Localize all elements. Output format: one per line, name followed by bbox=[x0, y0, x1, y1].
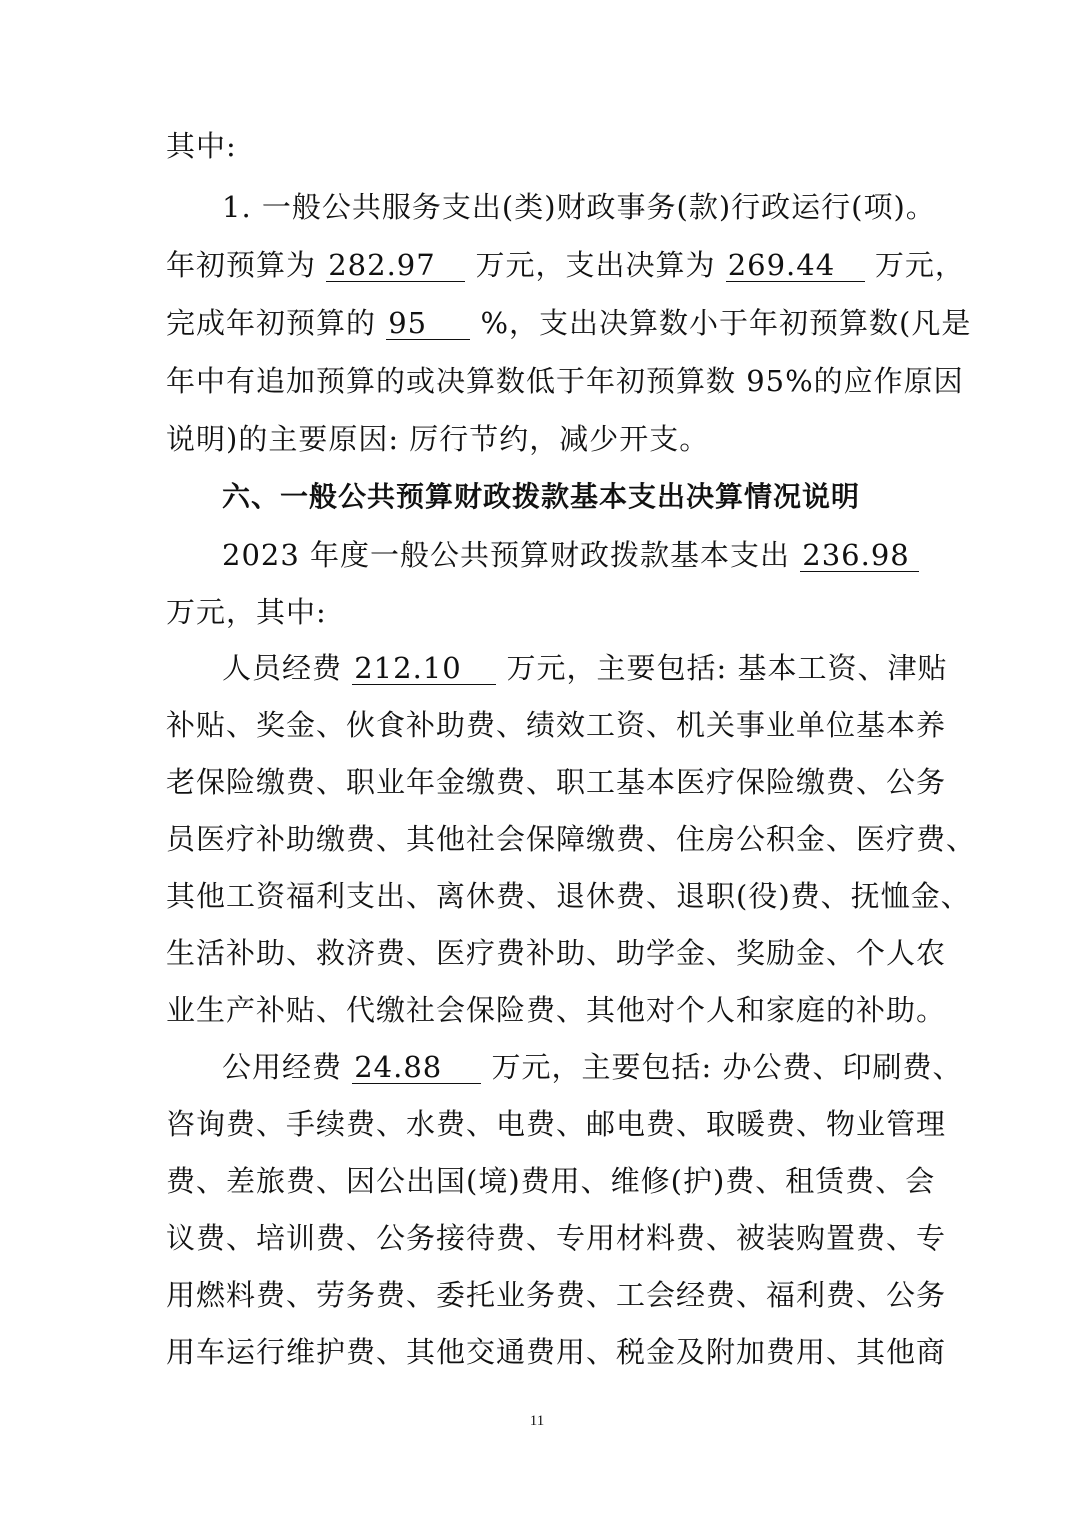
filled-blank-amount: 269.44 bbox=[726, 249, 865, 282]
text-line bbox=[166, 1275, 947, 1315]
text-span: 1. 一般公共服务支出(类)财政事务(款)行政运行(项)。 bbox=[222, 190, 936, 224]
text-line bbox=[166, 705, 947, 745]
text-span: 咨询费、手续费、水费、电费、邮电费、取暖费、物业管理 bbox=[166, 1107, 947, 1141]
text-line bbox=[222, 648, 948, 688]
filled-blank-amount: 212.10 bbox=[352, 652, 496, 685]
text-line bbox=[222, 535, 911, 575]
text-span: 业生产补贴、代缴社会保险费、其他对个人和家庭的补助。 bbox=[166, 993, 947, 1027]
filled-blank-amount: 236.98 bbox=[800, 539, 919, 572]
text-span: 万元，主要包括: 基本工资、津贴 bbox=[506, 651, 948, 685]
text-span: 完成年初预算的 bbox=[166, 306, 377, 340]
text-span: 万元， bbox=[874, 248, 965, 282]
text-span: 年中有追加预算的或决算数低于年初预算数 95%的应作原因 bbox=[166, 364, 964, 398]
text-span: 其他工资福利支出、离休费、退休费、退职(役)费、抚恤金、 bbox=[166, 879, 971, 913]
text-line bbox=[166, 592, 911, 632]
filled-blank-amount: 24.88 bbox=[352, 1051, 481, 1084]
text-span: %，支出决算数小于年初预算数(凡是 bbox=[480, 306, 972, 340]
text-line bbox=[166, 361, 964, 401]
text-line bbox=[166, 762, 947, 802]
text-line bbox=[222, 187, 936, 227]
text-span: 年初预算为 bbox=[166, 248, 317, 282]
text-line bbox=[166, 1161, 936, 1201]
text-line bbox=[166, 245, 965, 285]
text-span: 老保险缴费、职业年金缴费、职工基本医疗保险缴费、公务 bbox=[166, 765, 947, 799]
text-span: 万元，支出决算为 bbox=[475, 248, 716, 282]
page-number: 11 bbox=[529, 1413, 545, 1429]
text-span: 用车运行维护费、其他交通费用、税金及附加费用、其他商 bbox=[166, 1335, 947, 1369]
text-line bbox=[166, 1218, 947, 1258]
text-span: 费、差旅费、因公出国(境)费用、维修(护)费、租赁费、会 bbox=[166, 1164, 936, 1198]
text-line bbox=[166, 933, 947, 973]
text-span: 议费、培训费、公务接待费、专用材料费、被装购置费、专 bbox=[166, 1221, 947, 1255]
text-line bbox=[166, 1332, 947, 1372]
text-span: 用燃料费、劳务费、委托业务费、工会经费、福利费、公务 bbox=[166, 1278, 947, 1312]
filled-blank-amount: 282.97 bbox=[326, 249, 465, 282]
heading-text: 六、一般公共预算财政拨款基本支出决算情况说明 bbox=[222, 480, 861, 513]
text-line bbox=[166, 819, 977, 859]
text-span: 生活补助、救济费、医疗费补助、助学金、奖励金、个人农 bbox=[166, 936, 947, 970]
text-span: 说明)的主要原因: 厉行节约，减少开支。 bbox=[166, 422, 710, 456]
text-span: 公用经费 bbox=[222, 1050, 343, 1084]
section-heading bbox=[222, 477, 911, 517]
text-line bbox=[166, 303, 972, 343]
text-line bbox=[166, 990, 947, 1030]
text-span: 2023 年度一般公共预算财政拨款基本支出 bbox=[222, 538, 791, 572]
text-span: 人员经费 bbox=[222, 651, 343, 685]
text-line bbox=[222, 1047, 963, 1087]
text-line bbox=[166, 126, 911, 166]
text-span: 补贴、奖金、伙食补助费、绩效工资、机关事业单位基本养 bbox=[166, 708, 947, 742]
text-line bbox=[166, 876, 971, 916]
text-span: 万元，主要包括: 办公费、印刷费、 bbox=[491, 1050, 963, 1084]
text-line bbox=[166, 419, 911, 459]
text-span: 员医疗补助缴费、其他社会保障缴费、住房公积金、医疗费、 bbox=[166, 822, 977, 856]
text-line bbox=[166, 1104, 947, 1144]
text-span: 其中: bbox=[166, 129, 237, 163]
filled-blank-percent: 95 bbox=[386, 307, 470, 340]
text-span: 万元，其中: bbox=[166, 595, 327, 629]
